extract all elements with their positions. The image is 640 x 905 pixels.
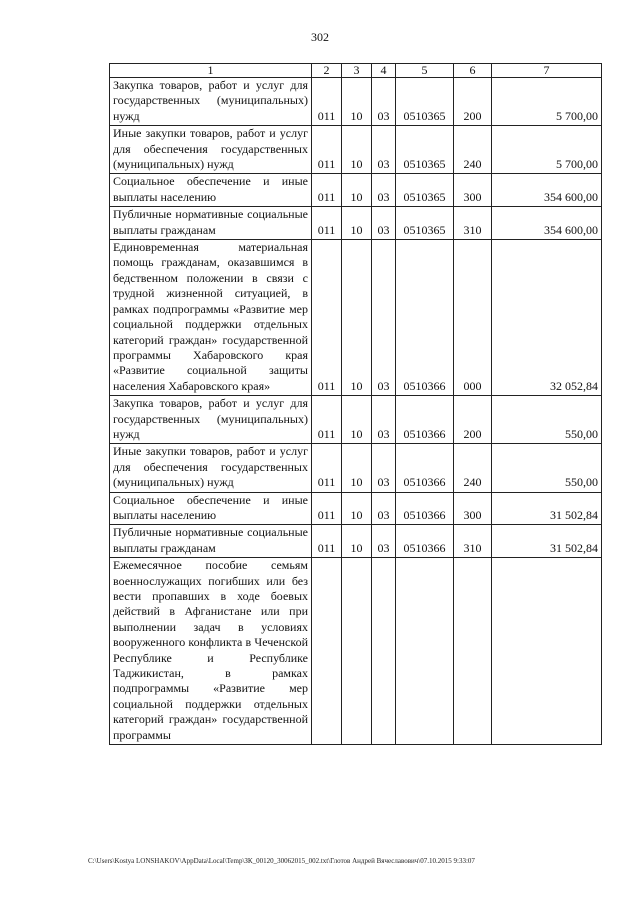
row-description: Единовременная материальная помощь гражданам, оказавшимся в бедственном положении в связи с трудной жизненной ситуацией, в рамках подпрограммы «Развитие мер социальной поддержки отдельных категорий граждан» государственной программы Хабаровского края «Развитие социальной защиты населения Хабаровского края» xyxy=(110,240,312,396)
cell-amount: 5 700,00 xyxy=(492,126,602,174)
column-header: 7 xyxy=(492,64,602,78)
cell-code-3: 10 xyxy=(342,525,372,558)
column-header: 5 xyxy=(396,64,454,78)
cell-code-4: 03 xyxy=(372,525,396,558)
table-row xyxy=(110,396,602,444)
cell-amount: 5 700,00 xyxy=(492,78,602,126)
cell-code-3: 10 xyxy=(342,444,372,492)
cell-code-4: 03 xyxy=(372,207,396,240)
budget-table xyxy=(109,63,602,745)
cell-target-article: 0510366 xyxy=(396,240,454,396)
cell-code-3: 10 xyxy=(342,396,372,444)
cell-target-article xyxy=(396,558,454,745)
cell-target-article: 0510366 xyxy=(396,444,454,492)
cell-code-3: 10 xyxy=(342,78,372,126)
cell-target-article: 0510365 xyxy=(396,207,454,240)
cell-code-2: 011 xyxy=(312,492,342,525)
cell-code-3: 10 xyxy=(342,492,372,525)
column-header: 2 xyxy=(312,64,342,78)
table-row xyxy=(110,525,602,558)
cell-code-4: 03 xyxy=(372,444,396,492)
cell-code-3: 10 xyxy=(342,126,372,174)
column-header: 6 xyxy=(454,64,492,78)
cell-amount xyxy=(492,558,602,745)
cell-target-article: 0510366 xyxy=(396,525,454,558)
cell-amount: 550,00 xyxy=(492,396,602,444)
row-description: Социальное обеспечение и иные выплаты населению xyxy=(110,174,312,207)
cell-target-article: 0510366 xyxy=(396,492,454,525)
cell-amount: 31 502,84 xyxy=(492,492,602,525)
table-row xyxy=(110,444,602,492)
column-header: 4 xyxy=(372,64,396,78)
file-path-footer: C:\Users\Kostya LONSHAKOV\AppData\Local\Temp\ЗК_00120_30062015_002.txt\Глотов Андрей Вячеславович\07.10.2015 9:33:07 xyxy=(88,857,475,865)
cell-code-4 xyxy=(372,558,396,745)
cell-expense-type xyxy=(454,558,492,745)
cell-expense-type: 240 xyxy=(454,444,492,492)
cell-code-3: 10 xyxy=(342,240,372,396)
cell-code-4: 03 xyxy=(372,240,396,396)
cell-code-2: 011 xyxy=(312,78,342,126)
row-description: Иные закупки товаров, работ и услуг для обеспечения государственных (муниципальных) нужд xyxy=(110,444,312,492)
cell-expense-type: 300 xyxy=(454,174,492,207)
cell-target-article: 0510365 xyxy=(396,174,454,207)
cell-code-2: 011 xyxy=(312,207,342,240)
cell-code-2: 011 xyxy=(312,525,342,558)
cell-expense-type: 310 xyxy=(454,207,492,240)
cell-code-2: 011 xyxy=(312,174,342,207)
cell-code-4: 03 xyxy=(372,174,396,207)
table-row xyxy=(110,78,602,126)
row-description: Иные закупки товаров, работ и услуг для обеспечения государственных (муниципальных) нужд xyxy=(110,126,312,174)
header-row xyxy=(110,64,602,78)
table-row xyxy=(110,240,602,396)
row-description: Социальное обеспечение и иные выплаты населению xyxy=(110,492,312,525)
cell-code-4: 03 xyxy=(372,492,396,525)
cell-code-2: 011 xyxy=(312,240,342,396)
page-number: 302 xyxy=(311,30,329,44)
cell-expense-type: 240 xyxy=(454,126,492,174)
cell-expense-type: 200 xyxy=(454,78,492,126)
cell-expense-type: 300 xyxy=(454,492,492,525)
cell-code-2: 011 xyxy=(312,444,342,492)
cell-code-4: 03 xyxy=(372,78,396,126)
cell-code-3 xyxy=(342,558,372,745)
cell-amount: 354 600,00 xyxy=(492,207,602,240)
column-header: 1 xyxy=(110,64,312,78)
cell-amount: 550,00 xyxy=(492,444,602,492)
table-row xyxy=(110,174,602,207)
cell-amount: 31 502,84 xyxy=(492,525,602,558)
cell-code-3: 10 xyxy=(342,174,372,207)
cell-code-2: 011 xyxy=(312,126,342,174)
cell-code-3: 10 xyxy=(342,207,372,240)
cell-expense-type: 200 xyxy=(454,396,492,444)
cell-code-2 xyxy=(312,558,342,745)
cell-code-4: 03 xyxy=(372,126,396,174)
table-row xyxy=(110,126,602,174)
table-row xyxy=(110,558,602,745)
row-description: Ежемесячное пособие семьям военнослужащих погибших или без вести пропавших в ходе боевых действий в Афганистане или при выполнении задач в условиях вооруженного конфликта в Чеченской Республике и Республике Таджикистан, в рамках подпрограммы «Развитие мер социальной поддержки отдельных категорий граждан» государственной программы xyxy=(110,558,312,745)
cell-target-article: 0510365 xyxy=(396,78,454,126)
cell-target-article: 0510365 xyxy=(396,126,454,174)
column-header: 3 xyxy=(342,64,372,78)
cell-expense-type: 000 xyxy=(454,240,492,396)
table-row xyxy=(110,207,602,240)
cell-amount: 354 600,00 xyxy=(492,174,602,207)
cell-code-4: 03 xyxy=(372,396,396,444)
row-description: Закупка товаров, работ и услуг для государственных (муниципальных) нужд xyxy=(110,396,312,444)
row-description: Закупка товаров, работ и услуг для государственных (муниципальных) нужд xyxy=(110,78,312,126)
cell-amount: 32 052,84 xyxy=(492,240,602,396)
cell-target-article: 0510366 xyxy=(396,396,454,444)
cell-expense-type: 310 xyxy=(454,525,492,558)
row-description: Публичные нормативные социальные выплаты гражданам xyxy=(110,525,312,558)
table-row xyxy=(110,492,602,525)
row-description: Публичные нормативные социальные выплаты гражданам xyxy=(110,207,312,240)
cell-code-2: 011 xyxy=(312,396,342,444)
